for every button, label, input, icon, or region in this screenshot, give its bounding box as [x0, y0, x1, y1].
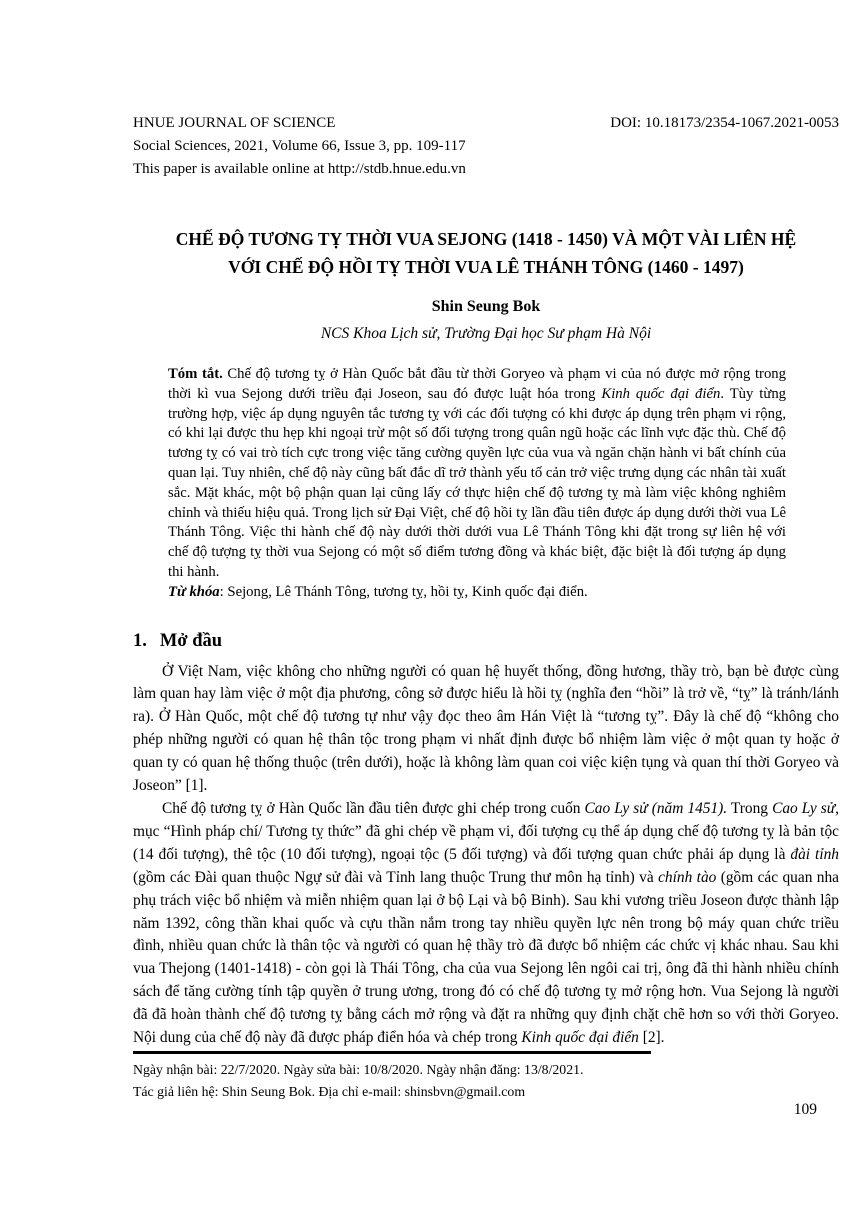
footnote-block — [133, 1051, 839, 1102]
journal-header-row — [133, 112, 839, 135]
paper-title-line2: VỚI CHẾ ĐỘ HỒI TỴ THỜI VUA LÊ THÁNH TÔNG (1460 - 1497) — [228, 257, 744, 277]
footnote-dates: Ngày nhận bài: 22/7/2020. Ngày sửa bài: 10/8/2020. Ngày nhận đăng: 13/8/2021. — [133, 1062, 584, 1077]
paper-title-line1: CHẾ ĐỘ TƯƠNG TỴ THỜI VUA SEJONG (1418 - 1450) VÀ MỘT VÀI LIÊN HỆ — [175, 229, 797, 249]
author-affiliation: NCS Khoa Lịch sử, Trường Đại học Sư phạm Hà Nội — [320, 325, 652, 342]
page-content — [133, 112, 839, 1050]
abstract-block — [168, 365, 786, 603]
paper-title — [133, 225, 839, 281]
footnote-contact: Tác giả liên hệ: Shin Seung Bok. Địa chỉ e-mail: shinsbvn@gmail.com — [133, 1083, 526, 1099]
journal-name: HNUE JOURNAL OF SCIENCE — [133, 115, 336, 131]
abstract-paragraph: Tóm tắt. Chế độ tương tỵ ở Hàn Quốc bắt đầu từ thời Goryeo và phạm vi của nó được mở rộng trong thời kì vua Sejong dưới triều đại Joseon, sau đó được luật hóa trong Kinh quốc đại điển. Tùy từng trường hợp, việc áp dụng nguyên tắc tương tỵ với các đối tượng có khi được áp dụng trên phạm vi rộng, có khi lại được thu hẹp khi ngoại trừ một số đối tượng trong quân ngũ hoặc các lĩnh vực đặc thù. Chế độ tương tỵ có vai trò tích cực trong việc tăng cường quyền lực của vua và ngăn chặn hành vi bất chính của quan lại. Tuy nhiên, chế độ này cũng bất đắc dĩ trở thành yếu tố cản trở việc trưng dụng các nhân tài xuất sắc. Mặt khác, một bộ phận quan lại cũng lấy cớ thực hiện chế độ tương tỵ mà làm việc không nghiêm chỉnh và thiếu hiệu quả. Trong lịch sử Đại Việt, chế độ hồi tỵ lần đầu tiên được áp dụng dưới thời vua Lê Thánh Tông. Việc thi hành chế độ này dưới thời dưới vua Lê Thánh Tông khi đặt trong sự liên hệ với chế độ tượng tỵ thời vua Sejong có một số điểm tương đồng và khác biệt, đặc biệt là đối tượng áp dụng thi hành. — [168, 366, 787, 580]
section-title: Mở đầu — [159, 630, 223, 651]
body-paragraph-2: Chế độ tương tỵ ở Hàn Quốc lần đầu tiên được ghi chép trong cuốn Cao Ly sử (năm 1451). Trong Cao Ly sử, mục “Hình pháp chí/ Tương tỵ thức” đã ghi chép về phạm vi, đối tượng cụ thể áp dụng chế độ tương tỵ là bản tộc (14 đối tượng), thê tộc (10 đối tượng), ngoại tộc (5 đối tượng) và đối tượng quan chức phải áp dụng là đài tỉnh (gồm các Đài quan thuộc Ngự sử đài và Tỉnh lang thuộc Trung thư môn hạ tỉnh) và chính tào (gồm các quan nha phụ trách việc bổ nhiệm và miễn nhiệm quan lại ở bộ Lại và bộ Binh). Sau khi vương triều Joseon được thành lập năm 1392, công thần khai quốc và cựu thần nắm trong tay nhiều quyền lực nên trong bộ máy quan chức triều đình, nhiều quan chức là thân tộc và người có quan hệ thầy trò đã được bổ nhiệm các chức vị khác nhau. Sau khi vua Thejong (1401-1418) - còn gọi là Thái Tông, cha của vua Sejong lên ngôi cai trị, ông đã thi hành nhiều chính sách để tăng cường tính tập quyền ở trung ương, trong đó có chế độ tương tỵ mở rộng hơn. Vua Sejong là người đã đã hoàn thành chế độ tương tỵ bằng cách mở rộng và đặt ra những quy định chặt chẽ hơn so với thời Goryeo. Nội dung của chế độ này đã được pháp điển hóa và chép trong Kinh quốc đại điển [2]. — [133, 800, 839, 1047]
footnote-divider — [133, 1051, 651, 1054]
issue-info: Social Sciences, 2021, Volume 66, Issue 3, pp. 109-117 — [133, 138, 466, 154]
author-name: Shin Seung Bok — [431, 298, 541, 315]
section-heading-1 — [133, 628, 839, 654]
body-paragraph-1: Ở Việt Nam, việc không cho những người có quan hệ huyết thống, đồng hương, thầy trò, bạn bè được cùng làm quan hay làm việc ở một địa phương, công sở được hiểu là hồi tỵ (nghĩa đen “hồi” là trở về, “tỵ” là tránh/lánh ra). Ở Hàn Quốc, một chế độ tương tự như vậy đọc theo âm Hán Việt là “tương tỵ”. Đây là chế độ “không cho phép những người có quan hệ thân tộc trong phạm vi nhất định được bổ nhiệm làm việc ở một quan ty hoặc ở quan ty có quan hệ thống thuộc (trên dưới), hoặc là không làm quan coi việc kiện tụng và quan thí thời Goryeo và Joseon” [1]. — [133, 662, 839, 795]
section-number: 1. — [133, 630, 147, 651]
online-availability: This paper is available online at http://stdb.hnue.edu.vn — [133, 161, 466, 177]
page-number: 109 — [793, 1101, 817, 1118]
journal-header — [133, 112, 839, 181]
keywords-line: Từ khóa: Sejong, Lê Thánh Tông, tương tỵ, hồi tỵ, Kinh quốc đại điển. — [168, 583, 588, 600]
doi-text: DOI: 10.18173/2354-1067.2021-0053 — [610, 115, 839, 131]
